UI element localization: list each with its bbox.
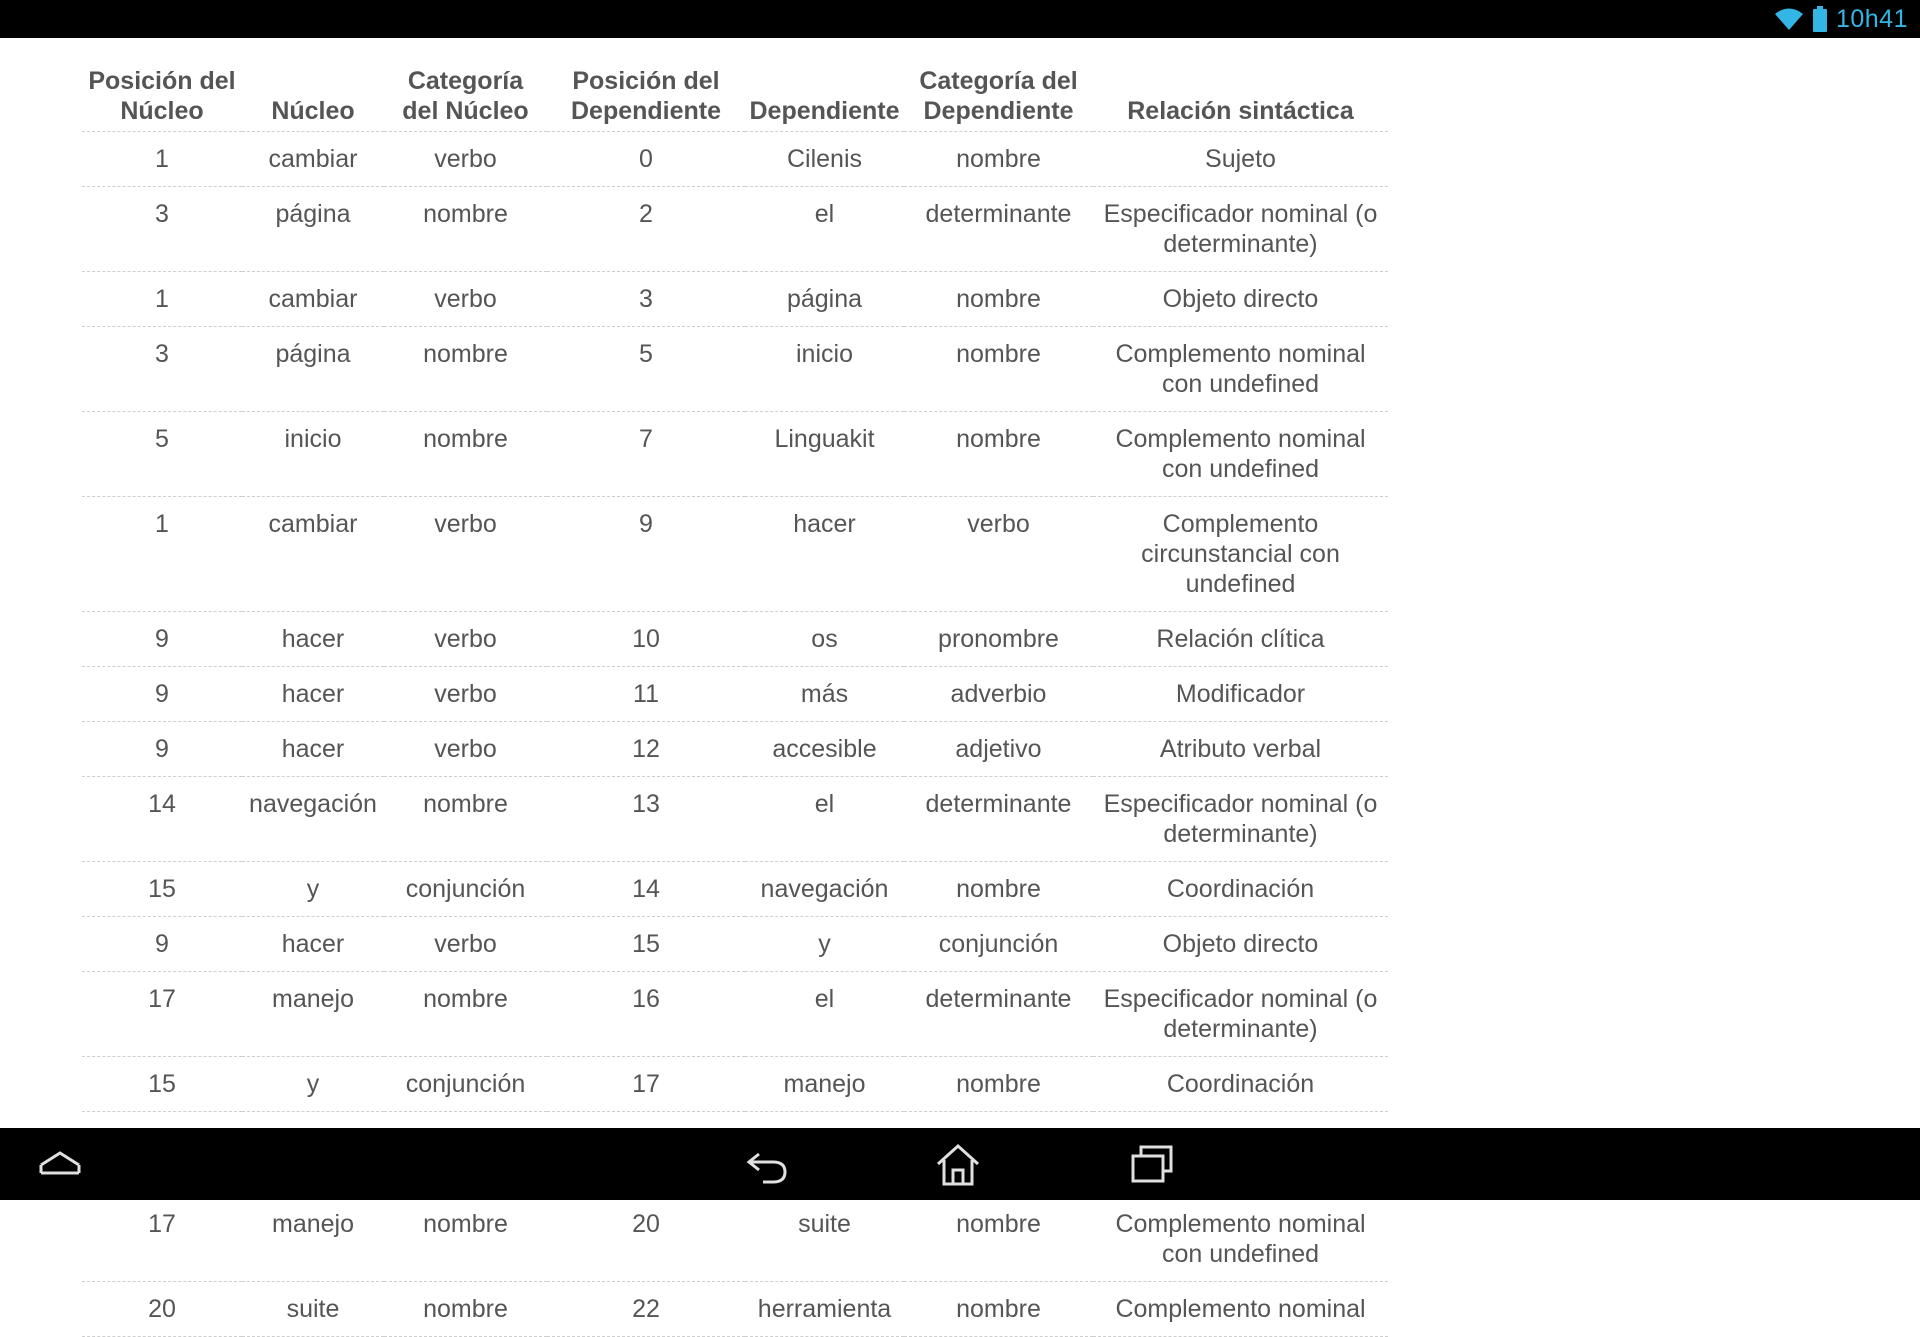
table-cell: Relación clítica bbox=[1093, 612, 1388, 667]
table-cell: el bbox=[745, 777, 904, 862]
table-cell: nombre bbox=[904, 862, 1093, 917]
column-header-line: Posición del bbox=[88, 67, 236, 95]
table-cell: inicio bbox=[745, 327, 904, 412]
table-cell: manejo bbox=[242, 1197, 384, 1282]
table-cell: 7 bbox=[547, 412, 745, 497]
table-cell: 3 bbox=[82, 327, 242, 412]
table-cell: nombre bbox=[384, 777, 547, 862]
column-header-line: Posición del bbox=[572, 67, 720, 95]
table-cell: verbo bbox=[384, 917, 547, 972]
table-cell: Complemento nominal con undefined bbox=[1093, 1197, 1388, 1282]
table-cell: conjunción bbox=[384, 1057, 547, 1112]
table-cell: 11 bbox=[547, 667, 745, 722]
table-cell: página bbox=[745, 272, 904, 327]
battery-icon bbox=[1812, 6, 1828, 32]
table-cell: 14 bbox=[547, 862, 745, 917]
table-cell: os bbox=[745, 612, 904, 667]
table-cell: 20 bbox=[82, 1282, 242, 1337]
table-row bbox=[82, 862, 1388, 917]
table-cell: Atributo verbal bbox=[1093, 722, 1388, 777]
table-cell: nombre bbox=[384, 1282, 547, 1337]
table-cell: nombre bbox=[904, 1057, 1093, 1112]
table-cell: 17 bbox=[82, 972, 242, 1057]
table-row bbox=[82, 412, 1388, 497]
table-cell: nombre bbox=[384, 1197, 547, 1282]
back-icon[interactable] bbox=[731, 1136, 803, 1192]
table-cell: Complemento nominal con undefined bbox=[1093, 327, 1388, 412]
column-header bbox=[547, 66, 745, 132]
table-cell: conjunción bbox=[904, 917, 1093, 972]
table-cell: 9 bbox=[82, 917, 242, 972]
column-header bbox=[904, 66, 1093, 132]
table-cell: 17 bbox=[547, 1057, 745, 1112]
table-cell: 9 bbox=[82, 612, 242, 667]
expand-icon[interactable] bbox=[24, 1136, 96, 1192]
table-cell: 1 bbox=[82, 132, 242, 187]
table-cell: Complemento nominal con undefined bbox=[1093, 412, 1388, 497]
table-cell: 15 bbox=[82, 1057, 242, 1112]
table-cell: Linguakit bbox=[745, 412, 904, 497]
table-cell: 5 bbox=[547, 327, 745, 412]
table-cell: nombre bbox=[384, 187, 547, 272]
table-cell: suite bbox=[242, 1282, 384, 1337]
table-cell: 9 bbox=[82, 722, 242, 777]
table-cell: nombre bbox=[904, 1282, 1093, 1337]
table-cell: verbo bbox=[384, 722, 547, 777]
table-cell: Especificador nominal (o determinante) bbox=[1093, 187, 1388, 272]
table-cell: 16 bbox=[547, 972, 745, 1057]
table-cell: cambiar bbox=[242, 272, 384, 327]
table-cell: determinante bbox=[904, 777, 1093, 862]
page-content bbox=[0, 38, 1920, 1323]
table-cell: 3 bbox=[82, 187, 242, 272]
table-cell: manejo bbox=[745, 1057, 904, 1112]
table-cell: verbo bbox=[384, 272, 547, 327]
column-header bbox=[1093, 66, 1388, 132]
column-header-line: Núcleo bbox=[120, 97, 204, 125]
table-row bbox=[82, 497, 1388, 612]
table-cell: 12 bbox=[547, 722, 745, 777]
table-cell: 9 bbox=[82, 667, 242, 722]
table-cell: 1 bbox=[82, 497, 242, 612]
wifi-icon bbox=[1774, 7, 1804, 31]
table-cell: adjetivo bbox=[904, 722, 1093, 777]
table-cell: nombre bbox=[384, 327, 547, 412]
table-cell: manejo bbox=[242, 972, 384, 1057]
table-cell: nombre bbox=[904, 272, 1093, 327]
table-cell: Coordinación bbox=[1093, 862, 1388, 917]
table-row bbox=[82, 612, 1388, 667]
column-header-line: Categoría bbox=[407, 67, 524, 95]
table-cell: 2 bbox=[547, 187, 745, 272]
table-cell: 22 bbox=[547, 1282, 745, 1337]
table-cell: y bbox=[745, 917, 904, 972]
column-header-line: Categoría del bbox=[919, 67, 1078, 95]
table-cell: Especificador nominal (o determinante) bbox=[1093, 972, 1388, 1057]
table-cell: verbo bbox=[384, 667, 547, 722]
table-cell: página bbox=[242, 187, 384, 272]
column-header-line: Dependiente bbox=[749, 97, 900, 125]
table-cell: herramienta bbox=[745, 1282, 904, 1337]
status-bar bbox=[0, 0, 1920, 38]
table-cell: determinante bbox=[904, 187, 1093, 272]
table-cell: Sujeto bbox=[1093, 132, 1388, 187]
table-row bbox=[82, 777, 1388, 862]
table-cell: nombre bbox=[904, 327, 1093, 412]
table-cell: hacer bbox=[242, 612, 384, 667]
table-cell: Cilenis bbox=[745, 132, 904, 187]
table-cell: y bbox=[242, 1057, 384, 1112]
table-cell: 15 bbox=[547, 917, 745, 972]
table-cell: cambiar bbox=[242, 497, 384, 612]
table-header-row bbox=[82, 66, 1388, 132]
table-cell: 3 bbox=[547, 272, 745, 327]
table-cell: nombre bbox=[384, 972, 547, 1057]
column-header bbox=[384, 66, 547, 132]
table-cell: Objeto directo bbox=[1093, 272, 1388, 327]
home-icon[interactable] bbox=[922, 1136, 994, 1192]
table-cell: hacer bbox=[242, 917, 384, 972]
column-header-line: Dependiente bbox=[923, 97, 1074, 125]
table-cell: hacer bbox=[242, 667, 384, 722]
table-cell: hacer bbox=[242, 722, 384, 777]
table-cell: el bbox=[745, 972, 904, 1057]
table-row bbox=[82, 272, 1388, 327]
table-cell: 5 bbox=[82, 412, 242, 497]
table-cell: suite bbox=[745, 1197, 904, 1282]
table-cell: adverbio bbox=[904, 667, 1093, 722]
table-cell: 9 bbox=[547, 497, 745, 612]
table-cell: verbo bbox=[904, 497, 1093, 612]
column-header bbox=[242, 66, 384, 132]
table-row bbox=[82, 1197, 1388, 1282]
column-header-line: Dependiente bbox=[570, 97, 722, 125]
table-cell: nombre bbox=[904, 132, 1093, 187]
column-header-line: del Núcleo bbox=[402, 97, 529, 125]
table-cell: 14 bbox=[82, 777, 242, 862]
column-header bbox=[82, 66, 242, 132]
table-row bbox=[82, 327, 1388, 412]
table-row bbox=[82, 187, 1388, 272]
table-cell: más bbox=[745, 667, 904, 722]
table-row bbox=[82, 917, 1388, 972]
table-cell: 10 bbox=[547, 612, 745, 667]
column-header-line: Relación sintáctica bbox=[1127, 97, 1354, 125]
table-cell: conjunción bbox=[384, 862, 547, 917]
table-cell: navegación bbox=[242, 777, 384, 862]
navigation-bar bbox=[0, 1128, 1920, 1200]
table-cell: Coordinación bbox=[1093, 1057, 1388, 1112]
table-cell: hacer bbox=[745, 497, 904, 612]
table-cell: Complemento circunstancial con undefined bbox=[1093, 497, 1388, 612]
recent-apps-icon[interactable] bbox=[1116, 1136, 1188, 1192]
table-row bbox=[82, 1057, 1388, 1112]
table-cell: nombre bbox=[384, 412, 547, 497]
table-cell: Complemento nominal bbox=[1093, 1282, 1388, 1337]
table-cell: página bbox=[242, 327, 384, 412]
table-cell: verbo bbox=[384, 612, 547, 667]
table-cell: 17 bbox=[82, 1197, 242, 1282]
clock: 10h41 bbox=[1835, 4, 1908, 33]
table-row bbox=[82, 722, 1388, 777]
table-cell: pronombre bbox=[904, 612, 1093, 667]
table-cell: nombre bbox=[904, 412, 1093, 497]
table-cell: nombre bbox=[904, 1197, 1093, 1282]
column-header-line: Núcleo bbox=[271, 97, 355, 125]
table-cell: Especificador nominal (o determinante) bbox=[1093, 777, 1388, 862]
table-cell: 0 bbox=[547, 132, 745, 187]
table-row bbox=[82, 1282, 1388, 1337]
table-cell: Modificador bbox=[1093, 667, 1388, 722]
table-row bbox=[82, 667, 1388, 722]
table-cell: cambiar bbox=[242, 132, 384, 187]
table-cell: accesible bbox=[745, 722, 904, 777]
table-cell: navegación bbox=[745, 862, 904, 917]
table-cell: 20 bbox=[547, 1197, 745, 1282]
table-cell: verbo bbox=[384, 132, 547, 187]
table-row bbox=[82, 132, 1388, 187]
column-header bbox=[745, 66, 904, 132]
table-cell: y bbox=[242, 862, 384, 917]
table-row bbox=[82, 972, 1388, 1057]
table-cell: determinante bbox=[904, 972, 1093, 1057]
table-cell: 15 bbox=[82, 862, 242, 917]
table-cell: el bbox=[745, 187, 904, 272]
table-cell: 1 bbox=[82, 272, 242, 327]
table-cell: 13 bbox=[547, 777, 745, 862]
table-cell: Objeto directo bbox=[1093, 917, 1388, 972]
table-cell: inicio bbox=[242, 412, 384, 497]
table-cell: verbo bbox=[384, 497, 547, 612]
